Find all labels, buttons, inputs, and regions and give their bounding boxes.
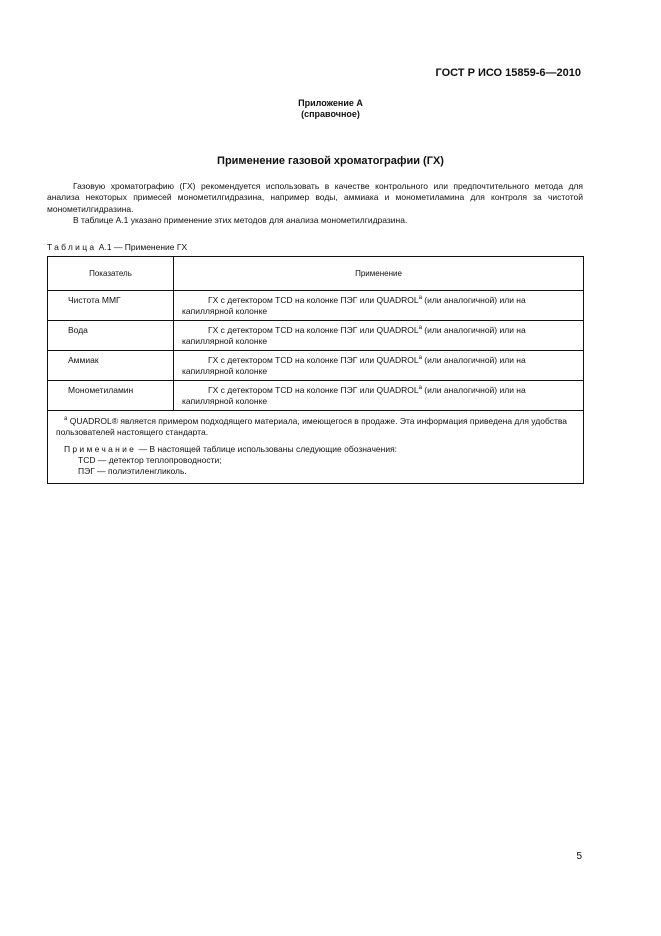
column-header-application: Применение xyxy=(174,257,584,291)
table-header-row xyxy=(48,257,584,291)
table-row xyxy=(48,381,584,411)
body-text xyxy=(47,181,583,226)
table-notes-row xyxy=(48,411,584,484)
application-cell xyxy=(174,381,584,411)
application-text: ГХ с детектором TCD на колонке ПЭГ или QUADROL xyxy=(208,355,419,365)
table-row xyxy=(48,351,584,381)
footnote-mark: a xyxy=(418,325,422,332)
footnote-text: QUADROL® является примером подходящего материала, имеющегося в продаже. Эта информация приведена для удобства пользователей настоящего стандарта. xyxy=(56,416,568,437)
indicator-cell: Чистота ММГ xyxy=(48,291,174,321)
footnote-mark: a xyxy=(418,355,422,362)
table-caption-rest: А.1 — Применение ГХ xyxy=(96,242,188,252)
indicator-cell: Аммиак xyxy=(48,351,174,381)
application-text: ГХ с детектором TCD на колонке ПЭГ или QUADROL xyxy=(208,295,419,305)
footnote-mark: a xyxy=(64,416,68,423)
table-row xyxy=(48,291,584,321)
page-number: 5 xyxy=(576,851,582,862)
application-text: ГХ с детектором TCD на колонке ПЭГ или QUADROL xyxy=(208,325,419,335)
application-text-rest: (или аналогичной) или на капиллярной колонке xyxy=(182,385,526,406)
indicator-cell: Монометиламин xyxy=(48,381,174,411)
paragraph: Газовую хроматографию (ГХ) рекомендуется использовать в качестве контрольного или предпочтительного метода для анализа некоторых примесей монометилгидразина, например воды, аммиака и монометиламина для контроля за чистотой монометилгидразина. xyxy=(47,181,583,214)
annex-status: (справочное) xyxy=(301,109,360,119)
annex-title: Приложение A xyxy=(298,98,363,108)
table-row xyxy=(48,321,584,351)
note-item: ПЭГ — полиэтиленгликоль. xyxy=(78,466,187,476)
table-caption-word: Таблица xyxy=(47,242,97,252)
note-label: Примечание xyxy=(64,444,137,454)
table-caption xyxy=(47,242,187,253)
standard-code: ГОСТ Р ИСО 15859-6—2010 xyxy=(435,67,581,79)
application-cell xyxy=(174,291,584,321)
application-text-rest: (или аналогичной) или на капиллярной колонке xyxy=(182,325,526,346)
table-note xyxy=(56,444,577,455)
application-text-rest: (или аналогичной) или на капиллярной колонке xyxy=(182,295,526,316)
annex-heading xyxy=(0,98,661,120)
footnote-mark: a xyxy=(418,295,422,302)
table-footnote xyxy=(56,416,577,438)
paragraph: В таблице А.1 указано применение этих методов для анализа монометилгидразина. xyxy=(73,214,408,225)
column-header-indicator: Показатель xyxy=(48,257,174,291)
application-text-rest: (или аналогичной) или на капиллярной колонке xyxy=(182,355,526,376)
section-title: Применение газовой хроматографии (ГХ) xyxy=(217,155,444,167)
note-text: — В настоящей таблице использованы следующие обозначения: xyxy=(136,444,398,454)
application-cell xyxy=(174,321,584,351)
footnote-mark: a xyxy=(418,385,422,392)
indicator-cell: Вода xyxy=(48,321,174,351)
application-cell xyxy=(174,351,584,381)
application-text: ГХ с детектором TCD на колонке ПЭГ или QUADROL xyxy=(208,385,419,395)
table-notes-cell xyxy=(48,411,584,484)
gc-application-table xyxy=(47,256,584,484)
note-item: TCD — детектор теплопроводности; xyxy=(78,455,222,465)
